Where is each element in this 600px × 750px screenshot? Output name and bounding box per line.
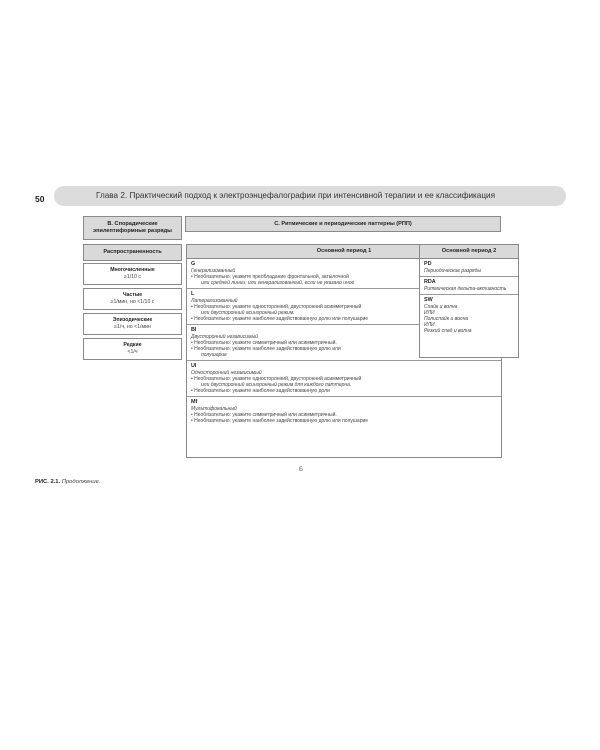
prevalence-item — [83, 288, 182, 310]
pattern-note: или двусторонний асинхронный режим для каждого паттерна. — [201, 382, 352, 388]
pattern-name: Спайк и волна — [424, 304, 458, 310]
prevalence-label: Эпизодические — [112, 317, 153, 323]
pattern-note: • Необязательно: укажите наиболее задействованную доли — [191, 388, 330, 394]
main-period-2-title: Основной период 2 — [441, 248, 497, 254]
page-number: 50 — [35, 194, 45, 204]
pattern-code: SW — [424, 297, 433, 303]
pattern-note: или средней линии; или генерализованный, если не указано иное — [201, 280, 355, 286]
pattern-note: или двусторонний асинхронный режим. — [201, 310, 295, 316]
pattern-section-sw — [420, 294, 518, 336]
prevalence-label: Многочисленные — [110, 267, 155, 273]
main-period-2-header — [419, 244, 519, 259]
pattern-section-pd — [420, 259, 518, 276]
pattern-section-ui — [187, 360, 501, 396]
pattern-note: • Необязательно: укажите наиболее задействованную долю или полушарие — [191, 316, 369, 322]
pattern-name: Периодические разряды — [424, 268, 482, 274]
pattern-code: UI — [191, 363, 197, 369]
pattern-name: Двусторонний независимый — [191, 334, 258, 340]
section-b-header — [83, 216, 182, 240]
pattern-code: G — [191, 261, 196, 267]
chapter-title: Глава 2. Практический подход к электроэнцефалографии при интенсивной терапии и ее классификация — [96, 191, 496, 200]
prevalence-label: Редкие — [123, 342, 142, 348]
pattern-code: BI — [191, 327, 197, 333]
figure-part-letter: Б — [299, 467, 303, 473]
pattern-name: Полиспайк и волна — [424, 316, 469, 322]
pattern-name: Генерализованный — [191, 268, 236, 274]
pattern-name: Односторонний независимый — [191, 370, 262, 376]
section-c-title: C. Ритмические и периодические паттерны (РПП) — [274, 220, 412, 227]
caption-label: РИС. 2.1. — [35, 479, 61, 485]
prevalence-value: ≥1/10 с — [124, 273, 141, 280]
pattern-note: полушарие — [201, 352, 227, 358]
pattern-note: • Необязательно: укажите симметричный или асимметричный. — [191, 340, 337, 346]
pattern-section-rda — [420, 276, 518, 294]
pattern-name: Ритмическая дельта-активность — [424, 286, 507, 292]
prevalence-value: <1/ч — [127, 348, 138, 355]
main-period-2-body — [419, 258, 519, 358]
prevalence-item — [83, 338, 182, 360]
pattern-name: Мультифокальный — [191, 406, 237, 412]
prevalence-header — [83, 244, 182, 261]
caption-text: Продолжение. — [61, 479, 101, 485]
prevalence-item — [83, 313, 182, 335]
section-b-title: B. Спорадические эпилептиформные разряды — [93, 221, 172, 234]
pattern-note: • Необязательно: укажите наиболее задействованную долю или полушарие — [191, 418, 369, 424]
pattern-or: ИЛИ — [424, 310, 435, 316]
pattern-note: • Необязательно: укажите преобладание фронтальной, затылочной — [191, 274, 349, 280]
pattern-note: • Необязательно: укажите наиболее задействованную долю или — [191, 346, 341, 352]
pattern-or: ИЛИ — [424, 322, 435, 328]
prevalence-title: Распространенность — [103, 249, 162, 255]
pattern-code: RDA — [424, 279, 436, 285]
pattern-note: • Необязательно: укажите односторонний, двусторонний асимметричный — [191, 304, 362, 310]
main-period-1-title: Основной период 1 — [316, 248, 372, 254]
pattern-name: Латерализованный — [191, 298, 238, 304]
prevalence-item — [83, 263, 182, 285]
pattern-code: PD — [424, 261, 432, 267]
pattern-name: Резкий спад и волна — [424, 328, 472, 334]
prevalence-label: Частые — [122, 292, 143, 298]
pattern-note: • Необязательно: укажите односторонний, двусторонний асимметричный — [191, 376, 362, 382]
prevalence-value: ≥1/ч, но <1/мин — [114, 323, 151, 330]
pattern-note: • Необязательно: укажите симметричный или асимметричный. — [191, 412, 337, 418]
pattern-code: L — [191, 291, 195, 297]
section-c-header — [185, 216, 501, 232]
figure-caption — [35, 479, 100, 485]
prevalence-value: ≥1/мин, но <1/10 с — [110, 298, 155, 305]
pattern-code: Mf — [191, 399, 198, 405]
pattern-section-mf — [187, 396, 501, 426]
